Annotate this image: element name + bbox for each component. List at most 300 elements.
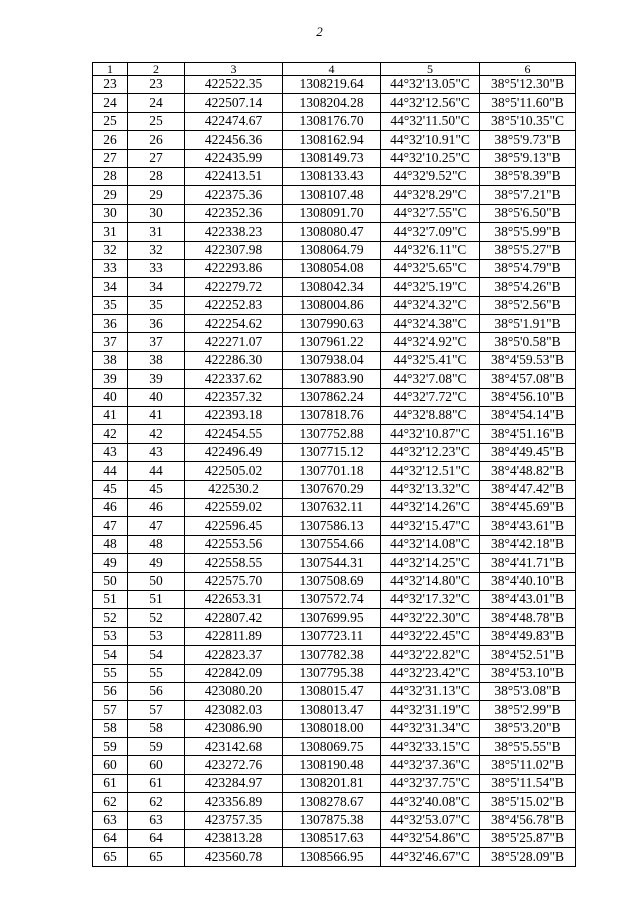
- row-number-cell: 24: [93, 94, 128, 112]
- column-header: 3: [185, 63, 283, 76]
- x-coordinate-cell: 423142.68: [185, 738, 283, 756]
- longitude-cell: 38°5'11.60"В: [480, 94, 576, 112]
- point-number-cell: 39: [128, 370, 185, 388]
- table-row: [93, 94, 576, 112]
- y-coordinate-cell: 1307572.74: [283, 590, 381, 608]
- longitude-cell: 38°5'15.02"В: [480, 793, 576, 811]
- y-coordinate-cell: 1308015.47: [283, 682, 381, 700]
- table-row: [93, 756, 576, 774]
- longitude-cell: 38°4'47.42"В: [480, 480, 576, 498]
- point-number-cell: 28: [128, 167, 185, 185]
- table-row: [93, 76, 576, 94]
- table-row: [93, 572, 576, 590]
- table-row: [93, 682, 576, 700]
- table-row: [93, 535, 576, 553]
- longitude-cell: 38°4'45.69"В: [480, 498, 576, 516]
- point-number-cell: 47: [128, 517, 185, 535]
- x-coordinate-cell: 422271.07: [185, 333, 283, 351]
- row-number-cell: 26: [93, 131, 128, 149]
- row-number-cell: 25: [93, 112, 128, 130]
- row-number-cell: 54: [93, 646, 128, 664]
- table-row: [93, 407, 576, 425]
- x-coordinate-cell: 422413.51: [185, 167, 283, 185]
- table-row: [93, 425, 576, 443]
- latitude-cell: 44°32'31.13"С: [381, 682, 480, 700]
- column-header: 5: [381, 63, 480, 76]
- point-number-cell: 58: [128, 719, 185, 737]
- table-row: [93, 131, 576, 149]
- row-number-cell: 57: [93, 701, 128, 719]
- x-coordinate-cell: 422522.35: [185, 76, 283, 94]
- latitude-cell: 44°32'14.08"С: [381, 535, 480, 553]
- latitude-cell: 44°32'4.92"С: [381, 333, 480, 351]
- row-number-cell: 30: [93, 204, 128, 222]
- row-number-cell: 46: [93, 498, 128, 516]
- y-coordinate-cell: 1308517.63: [283, 830, 381, 848]
- longitude-cell: 38°5'3.08"В: [480, 682, 576, 700]
- y-coordinate-cell: 1308149.73: [283, 149, 381, 167]
- longitude-cell: 38°4'42.18"В: [480, 535, 576, 553]
- row-number-cell: 34: [93, 278, 128, 296]
- row-number-cell: 52: [93, 609, 128, 627]
- x-coordinate-cell: 422357.32: [185, 388, 283, 406]
- point-number-cell: 49: [128, 554, 185, 572]
- longitude-cell: 38°5'6.50"В: [480, 204, 576, 222]
- table-row: [93, 664, 576, 682]
- latitude-cell: 44°32'14.80"С: [381, 572, 480, 590]
- x-coordinate-cell: 423813.28: [185, 830, 283, 848]
- y-coordinate-cell: 1307752.88: [283, 425, 381, 443]
- x-coordinate-cell: 422507.14: [185, 94, 283, 112]
- y-coordinate-cell: 1307862.24: [283, 388, 381, 406]
- longitude-cell: 38°5'3.20"В: [480, 719, 576, 737]
- x-coordinate-cell: 422337.62: [185, 370, 283, 388]
- point-number-cell: 53: [128, 627, 185, 645]
- x-coordinate-cell: 422496.49: [185, 443, 283, 461]
- latitude-cell: 44°32'8.29"С: [381, 186, 480, 204]
- point-number-cell: 46: [128, 498, 185, 516]
- x-coordinate-cell: 422807.42: [185, 609, 283, 627]
- x-coordinate-cell: 422435.99: [185, 149, 283, 167]
- longitude-cell: 38°5'5.55"В: [480, 738, 576, 756]
- row-number-cell: 56: [93, 682, 128, 700]
- point-number-cell: 26: [128, 131, 185, 149]
- x-coordinate-cell: 422456.36: [185, 131, 283, 149]
- x-coordinate-cell: 422811.89: [185, 627, 283, 645]
- point-number-cell: 42: [128, 425, 185, 443]
- point-number-cell: 51: [128, 590, 185, 608]
- point-number-cell: 61: [128, 774, 185, 792]
- point-number-cell: 48: [128, 535, 185, 553]
- table-row: [93, 554, 576, 572]
- y-coordinate-cell: 1307586.13: [283, 517, 381, 535]
- table-row: [93, 590, 576, 608]
- point-number-cell: 25: [128, 112, 185, 130]
- table-row: [93, 223, 576, 241]
- longitude-cell: 38°5'25.87"В: [480, 830, 576, 848]
- row-number-cell: 47: [93, 517, 128, 535]
- row-number-cell: 35: [93, 296, 128, 314]
- longitude-cell: 38°4'48.82"В: [480, 462, 576, 480]
- longitude-cell: 38°5'9.73"В: [480, 131, 576, 149]
- table-row: [93, 204, 576, 222]
- longitude-cell: 38°5'28.09"В: [480, 848, 576, 866]
- point-number-cell: 24: [128, 94, 185, 112]
- table-body: [93, 76, 576, 867]
- table-row: [93, 296, 576, 314]
- point-number-cell: 43: [128, 443, 185, 461]
- x-coordinate-cell: 423082.03: [185, 701, 283, 719]
- table-row: [93, 186, 576, 204]
- x-coordinate-cell: 422559.02: [185, 498, 283, 516]
- longitude-cell: 38°4'40.10"В: [480, 572, 576, 590]
- y-coordinate-cell: 1308018.00: [283, 719, 381, 737]
- x-coordinate-cell: 423757.35: [185, 811, 283, 829]
- latitude-cell: 44°32'9.52"С: [381, 167, 480, 185]
- row-number-cell: 60: [93, 756, 128, 774]
- row-number-cell: 23: [93, 76, 128, 94]
- longitude-cell: 38°5'10.35"С: [480, 112, 576, 130]
- latitude-cell: 44°32'22.45"С: [381, 627, 480, 645]
- latitude-cell: 44°32'46.67"С: [381, 848, 480, 866]
- row-number-cell: 43: [93, 443, 128, 461]
- x-coordinate-cell: 423272.76: [185, 756, 283, 774]
- y-coordinate-cell: 1308004.86: [283, 296, 381, 314]
- table-row: [93, 388, 576, 406]
- longitude-cell: 38°4'51.16"В: [480, 425, 576, 443]
- table-row: [93, 443, 576, 461]
- latitude-cell: 44°32'7.09"С: [381, 223, 480, 241]
- latitude-cell: 44°32'12.51"С: [381, 462, 480, 480]
- longitude-cell: 38°5'7.21"В: [480, 186, 576, 204]
- longitude-cell: 38°5'2.99"В: [480, 701, 576, 719]
- table-row: [93, 333, 576, 351]
- row-number-cell: 29: [93, 186, 128, 204]
- latitude-cell: 44°32'17.32"С: [381, 590, 480, 608]
- table-row: [93, 774, 576, 792]
- latitude-cell: 44°32'37.75"С: [381, 774, 480, 792]
- longitude-cell: 38°4'54.14"В: [480, 407, 576, 425]
- longitude-cell: 38°5'2.56"В: [480, 296, 576, 314]
- y-coordinate-cell: 1307699.95: [283, 609, 381, 627]
- y-coordinate-cell: 1308013.47: [283, 701, 381, 719]
- y-coordinate-cell: 1307544.31: [283, 554, 381, 572]
- longitude-cell: 38°4'41.71"В: [480, 554, 576, 572]
- point-number-cell: 59: [128, 738, 185, 756]
- point-number-cell: 50: [128, 572, 185, 590]
- x-coordinate-cell: 422338.23: [185, 223, 283, 241]
- latitude-cell: 44°32'5.19"С: [381, 278, 480, 296]
- point-number-cell: 56: [128, 682, 185, 700]
- y-coordinate-cell: 1307723.11: [283, 627, 381, 645]
- table-row: [93, 719, 576, 737]
- x-coordinate-cell: 423560.78: [185, 848, 283, 866]
- longitude-cell: 38°4'56.78"В: [480, 811, 576, 829]
- latitude-cell: 44°32'7.72"С: [381, 388, 480, 406]
- table-row: [93, 627, 576, 645]
- latitude-cell: 44°32'13.05"С: [381, 76, 480, 94]
- table-row: [93, 480, 576, 498]
- table-header-row: [93, 63, 576, 76]
- page-number: 2: [316, 24, 323, 39]
- latitude-cell: 44°32'14.25"С: [381, 554, 480, 572]
- longitude-cell: 38°4'59.53"В: [480, 351, 576, 369]
- column-header: 4: [283, 63, 381, 76]
- x-coordinate-cell: 422352.36: [185, 204, 283, 222]
- latitude-cell: 44°32'53.07"С: [381, 811, 480, 829]
- y-coordinate-cell: 1308278.67: [283, 793, 381, 811]
- table-row: [93, 646, 576, 664]
- y-coordinate-cell: 1308064.79: [283, 241, 381, 259]
- latitude-cell: 44°32'4.32"С: [381, 296, 480, 314]
- point-number-cell: 34: [128, 278, 185, 296]
- latitude-cell: 44°32'12.56"С: [381, 94, 480, 112]
- point-number-cell: 33: [128, 259, 185, 277]
- row-number-cell: 27: [93, 149, 128, 167]
- longitude-cell: 38°4'53.10"В: [480, 664, 576, 682]
- table-row: [93, 241, 576, 259]
- x-coordinate-cell: 422279.72: [185, 278, 283, 296]
- row-number-cell: 65: [93, 848, 128, 866]
- latitude-cell: 44°32'22.30"С: [381, 609, 480, 627]
- x-coordinate-cell: 422553.56: [185, 535, 283, 553]
- longitude-cell: 38°4'52.51"В: [480, 646, 576, 664]
- row-number-cell: 37: [93, 333, 128, 351]
- x-coordinate-cell: 422393.18: [185, 407, 283, 425]
- table-row: [93, 112, 576, 130]
- latitude-cell: 44°32'8.88"С: [381, 407, 480, 425]
- x-coordinate-cell: 422293.86: [185, 259, 283, 277]
- row-number-cell: 40: [93, 388, 128, 406]
- table-row: [93, 517, 576, 535]
- y-coordinate-cell: 1308204.28: [283, 94, 381, 112]
- row-number-cell: 42: [93, 425, 128, 443]
- x-coordinate-cell: 422505.02: [185, 462, 283, 480]
- y-coordinate-cell: 1307875.38: [283, 811, 381, 829]
- x-coordinate-cell: 422286.30: [185, 351, 283, 369]
- longitude-cell: 38°4'43.01"В: [480, 590, 576, 608]
- point-number-cell: 38: [128, 351, 185, 369]
- y-coordinate-cell: 1308091.70: [283, 204, 381, 222]
- row-number-cell: 61: [93, 774, 128, 792]
- y-coordinate-cell: 1307670.29: [283, 480, 381, 498]
- latitude-cell: 44°32'7.55"С: [381, 204, 480, 222]
- y-coordinate-cell: 1308107.48: [283, 186, 381, 204]
- x-coordinate-cell: 422596.45: [185, 517, 283, 535]
- latitude-cell: 44°32'4.38"С: [381, 315, 480, 333]
- y-coordinate-cell: 1308133.43: [283, 167, 381, 185]
- row-number-cell: 36: [93, 315, 128, 333]
- latitude-cell: 44°32'15.47"С: [381, 517, 480, 535]
- point-number-cell: 40: [128, 388, 185, 406]
- row-number-cell: 59: [93, 738, 128, 756]
- point-number-cell: 57: [128, 701, 185, 719]
- latitude-cell: 44°32'23.42"С: [381, 664, 480, 682]
- row-number-cell: 58: [93, 719, 128, 737]
- longitude-cell: 38°5'12.30"В: [480, 76, 576, 94]
- longitude-cell: 38°5'11.02"В: [480, 756, 576, 774]
- longitude-cell: 38°4'48.78"В: [480, 609, 576, 627]
- x-coordinate-cell: 422454.55: [185, 425, 283, 443]
- row-number-cell: 38: [93, 351, 128, 369]
- point-number-cell: 27: [128, 149, 185, 167]
- longitude-cell: 38°4'43.61"В: [480, 517, 576, 535]
- y-coordinate-cell: 1307701.18: [283, 462, 381, 480]
- table-row: [93, 278, 576, 296]
- x-coordinate-cell: 422474.67: [185, 112, 283, 130]
- y-coordinate-cell: 1307508.69: [283, 572, 381, 590]
- column-header: 2: [128, 63, 185, 76]
- table-row: [93, 167, 576, 185]
- latitude-cell: 44°32'22.82"С: [381, 646, 480, 664]
- y-coordinate-cell: 1307715.12: [283, 443, 381, 461]
- y-coordinate-cell: 1308069.75: [283, 738, 381, 756]
- row-number-cell: 55: [93, 664, 128, 682]
- table-row: [93, 609, 576, 627]
- point-number-cell: 45: [128, 480, 185, 498]
- table-row: [93, 830, 576, 848]
- row-number-cell: 62: [93, 793, 128, 811]
- latitude-cell: 44°32'10.25"С: [381, 149, 480, 167]
- point-number-cell: 30: [128, 204, 185, 222]
- point-number-cell: 60: [128, 756, 185, 774]
- row-number-cell: 31: [93, 223, 128, 241]
- latitude-cell: 44°32'6.11"С: [381, 241, 480, 259]
- latitude-cell: 44°32'5.65"С: [381, 259, 480, 277]
- longitude-cell: 38°4'57.08"В: [480, 370, 576, 388]
- table-row: [93, 149, 576, 167]
- column-header: 1: [93, 63, 128, 76]
- point-number-cell: 62: [128, 793, 185, 811]
- x-coordinate-cell: 422254.62: [185, 315, 283, 333]
- row-number-cell: 49: [93, 554, 128, 572]
- x-coordinate-cell: 422530.2: [185, 480, 283, 498]
- table-row: [93, 811, 576, 829]
- y-coordinate-cell: 1308080.47: [283, 223, 381, 241]
- latitude-cell: 44°32'14.26"С: [381, 498, 480, 516]
- coordinates-table: [92, 62, 576, 867]
- y-coordinate-cell: 1307961.22: [283, 333, 381, 351]
- column-header: 6: [480, 63, 576, 76]
- x-coordinate-cell: 423356.89: [185, 793, 283, 811]
- x-coordinate-cell: 423284.97: [185, 774, 283, 792]
- row-number-cell: 44: [93, 462, 128, 480]
- row-number-cell: 33: [93, 259, 128, 277]
- y-coordinate-cell: 1307818.76: [283, 407, 381, 425]
- y-coordinate-cell: 1308054.08: [283, 259, 381, 277]
- point-number-cell: 29: [128, 186, 185, 204]
- point-number-cell: 36: [128, 315, 185, 333]
- row-number-cell: 51: [93, 590, 128, 608]
- latitude-cell: 44°32'37.36"С: [381, 756, 480, 774]
- y-coordinate-cell: 1307795.38: [283, 664, 381, 682]
- table-row: [93, 259, 576, 277]
- y-coordinate-cell: 1308566.95: [283, 848, 381, 866]
- point-number-cell: 35: [128, 296, 185, 314]
- x-coordinate-cell: 422842.09: [185, 664, 283, 682]
- longitude-cell: 38°5'8.39"В: [480, 167, 576, 185]
- longitude-cell: 38°5'4.26"В: [480, 278, 576, 296]
- table-row: [93, 462, 576, 480]
- x-coordinate-cell: 422823.37: [185, 646, 283, 664]
- longitude-cell: 38°4'49.45"В: [480, 443, 576, 461]
- latitude-cell: 44°32'11.50"С: [381, 112, 480, 130]
- y-coordinate-cell: 1308201.81: [283, 774, 381, 792]
- longitude-cell: 38°5'4.79"В: [480, 259, 576, 277]
- point-number-cell: 52: [128, 609, 185, 627]
- x-coordinate-cell: 422575.70: [185, 572, 283, 590]
- longitude-cell: 38°4'49.83"В: [480, 627, 576, 645]
- point-number-cell: 37: [128, 333, 185, 351]
- point-number-cell: 55: [128, 664, 185, 682]
- y-coordinate-cell: 1307883.90: [283, 370, 381, 388]
- latitude-cell: 44°32'40.08"С: [381, 793, 480, 811]
- table-row: [93, 738, 576, 756]
- latitude-cell: 44°32'31.19"С: [381, 701, 480, 719]
- longitude-cell: 38°5'5.99"В: [480, 223, 576, 241]
- point-number-cell: 23: [128, 76, 185, 94]
- table-row: [93, 701, 576, 719]
- latitude-cell: 44°32'7.08"С: [381, 370, 480, 388]
- latitude-cell: 44°32'12.23"С: [381, 443, 480, 461]
- longitude-cell: 38°4'56.10"В: [480, 388, 576, 406]
- row-number-cell: 32: [93, 241, 128, 259]
- latitude-cell: 44°32'13.32"С: [381, 480, 480, 498]
- table-row: [93, 315, 576, 333]
- longitude-cell: 38°5'11.54"В: [480, 774, 576, 792]
- row-number-cell: 39: [93, 370, 128, 388]
- y-coordinate-cell: 1308176.70: [283, 112, 381, 130]
- row-number-cell: 28: [93, 167, 128, 185]
- point-number-cell: 32: [128, 241, 185, 259]
- x-coordinate-cell: 423086.90: [185, 719, 283, 737]
- table-row: [93, 370, 576, 388]
- point-number-cell: 65: [128, 848, 185, 866]
- row-number-cell: 50: [93, 572, 128, 590]
- longitude-cell: 38°5'5.27"В: [480, 241, 576, 259]
- longitude-cell: 38°5'9.13"В: [480, 149, 576, 167]
- y-coordinate-cell: 1307632.11: [283, 498, 381, 516]
- point-number-cell: 41: [128, 407, 185, 425]
- point-number-cell: 31: [128, 223, 185, 241]
- point-number-cell: 64: [128, 830, 185, 848]
- table-row: [93, 793, 576, 811]
- row-number-cell: 63: [93, 811, 128, 829]
- y-coordinate-cell: 1307554.66: [283, 535, 381, 553]
- row-number-cell: 48: [93, 535, 128, 553]
- row-number-cell: 41: [93, 407, 128, 425]
- latitude-cell: 44°32'10.91"С: [381, 131, 480, 149]
- y-coordinate-cell: 1308162.94: [283, 131, 381, 149]
- latitude-cell: 44°32'54.86"С: [381, 830, 480, 848]
- y-coordinate-cell: 1308219.64: [283, 76, 381, 94]
- table-row: [93, 498, 576, 516]
- table-row: [93, 848, 576, 866]
- point-number-cell: 63: [128, 811, 185, 829]
- y-coordinate-cell: 1307990.63: [283, 315, 381, 333]
- longitude-cell: 38°5'0.58"В: [480, 333, 576, 351]
- x-coordinate-cell: 422653.31: [185, 590, 283, 608]
- latitude-cell: 44°32'10.87"С: [381, 425, 480, 443]
- x-coordinate-cell: 422558.55: [185, 554, 283, 572]
- y-coordinate-cell: 1307938.04: [283, 351, 381, 369]
- table-row: [93, 351, 576, 369]
- latitude-cell: 44°32'33.15"С: [381, 738, 480, 756]
- y-coordinate-cell: 1308042.34: [283, 278, 381, 296]
- row-number-cell: 45: [93, 480, 128, 498]
- x-coordinate-cell: 423080.20: [185, 682, 283, 700]
- x-coordinate-cell: 422375.36: [185, 186, 283, 204]
